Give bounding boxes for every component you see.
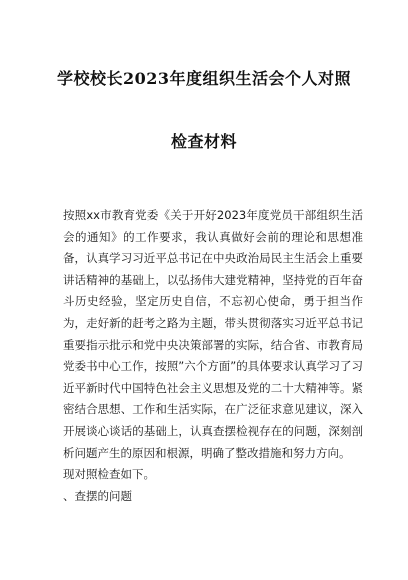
document-title-line-2: 检查材料 (170, 132, 237, 151)
body-paragraph-intro: 按照xx市教育党委《关于开好2023年度党员干部组织生活会的通知》的工作要求，我认真做好会前的理论和思想准备，认真学习习近平总书记在中央政治局民主生活会上重要讲话精神的基础上，以弘扬伟大建党精神，坚持党的百年奋斗历史经验，坚定历史自信，不忘初心使命，勇于担当作为，走好新的赶考之路为主题，带头贯彻落实习近平总书记重要指示批示和党中央决策部署的实际，结合省、市教育局党委书中心工作，按照”六个方面”的具体要求认真学习了习近平新时代中国特色社会主义思想及党的二十大精神等。紧密结合思想、工作和生活实际，在广泛征求意见建议，深入开展谈心谈话的基础上，认真查摆检视存在的问题，深刻剖析问题产生的原因和根源，明确了整改措施和努力方向。 (63, 208, 363, 460)
document-title-line-1: 学校校长2023年度组织生活会个人对照 (56, 69, 352, 88)
document-body (63, 205, 363, 507)
section-heading-problems: 、查摆的问题 (63, 488, 132, 503)
body-paragraph-summary: 现对照检查如下。 (63, 467, 155, 482)
